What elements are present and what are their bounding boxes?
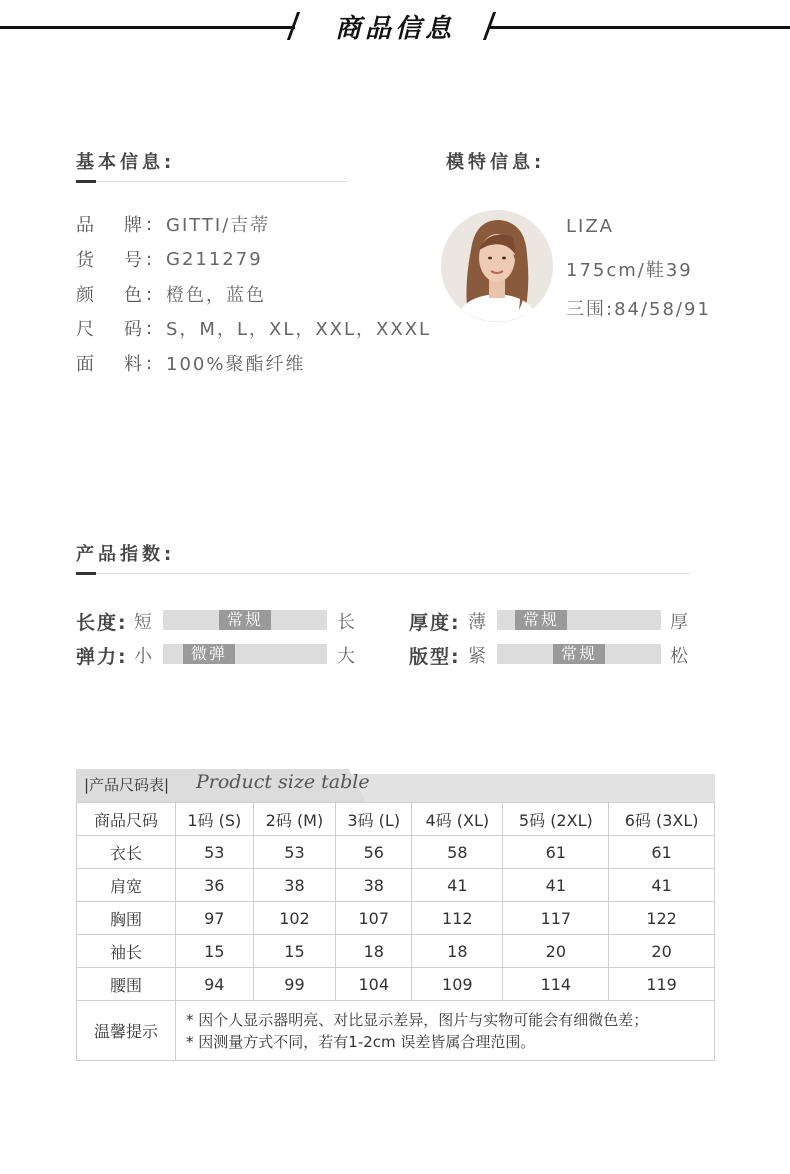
- index-high-label: 长: [337, 612, 355, 633]
- table-cell: 112: [412, 902, 503, 935]
- basic-info-value: GITTI/吉蒂: [166, 215, 271, 236]
- basic-info-label: [76, 315, 146, 341]
- index-low-label: 短: [134, 612, 152, 633]
- size-table-title-en: Product size table: [196, 771, 370, 793]
- table-cell: 102: [253, 902, 336, 935]
- index-scale-marker: 常规: [219, 610, 271, 630]
- note-text: [176, 1001, 715, 1061]
- basic-info-row: [76, 279, 266, 309]
- index-scale-bar: [497, 610, 661, 630]
- table-header-cell: 2码 (M): [253, 803, 336, 836]
- table-row-label: 肩宽: [77, 869, 176, 902]
- table-cell: 122: [609, 902, 715, 935]
- basic-info-label: [76, 350, 146, 376]
- product-index-underline: [76, 573, 690, 574]
- table-cell: 53: [253, 836, 336, 869]
- basic-info-label: [76, 246, 146, 272]
- basic-info-mark: [76, 180, 96, 183]
- table-header-cell: 1码 (S): [176, 803, 254, 836]
- table-header-cell: 4码 (XL): [412, 803, 503, 836]
- index-low-label: 小: [134, 646, 152, 667]
- basic-info-value: G211279: [166, 248, 263, 270]
- basic-info-label: [76, 281, 146, 307]
- size-table-title-cn: |产品尺码表|: [84, 776, 170, 794]
- table-row-label: 腰围: [77, 968, 176, 1001]
- label-char: 尺: [76, 319, 94, 340]
- label-colon: :: [146, 317, 153, 339]
- basic-info-label: [76, 211, 146, 237]
- table-cell: 99: [253, 968, 336, 1001]
- table-header-cell: 商品尺码: [77, 803, 176, 836]
- model-height-shoe: 175cm/鞋39: [566, 260, 693, 281]
- index-scale-marker: 微弹: [183, 644, 235, 664]
- index-scale-bar: [497, 644, 661, 664]
- table-row: [77, 968, 715, 1001]
- index-high-label: 松: [670, 646, 688, 667]
- note-line: * 因测量方式不同，若有1-2cm 误差皆属合理范围。: [186, 1032, 536, 1051]
- index-label: 弹力:: [76, 646, 128, 668]
- table-row: [77, 902, 715, 935]
- table-row-label: 胸围: [77, 902, 176, 935]
- table-cell: 18: [412, 935, 503, 968]
- index-low-label: 紧: [468, 646, 486, 667]
- table-row: [77, 869, 715, 902]
- table-cell: 61: [503, 836, 609, 869]
- product-index-mark: [76, 572, 96, 575]
- label-char: 牌: [124, 215, 142, 236]
- table-header-cell: 5码 (2XL): [503, 803, 609, 836]
- table-cell: 109: [412, 968, 503, 1001]
- table-header-row: [77, 803, 715, 836]
- table-cell: 41: [503, 869, 609, 902]
- table-cell: 58: [412, 836, 503, 869]
- label-colon: :: [146, 283, 153, 305]
- table-header-cell: 6码 (3XL): [609, 803, 715, 836]
- page-title: 商品信息: [334, 14, 455, 44]
- note-line: * 因个人显示器明亮、对比显示差异，图片与实物可能会有细微色差；: [186, 1010, 649, 1029]
- table-cell: 114: [503, 968, 609, 1001]
- table-row: [77, 935, 715, 968]
- label-char: 颜: [76, 285, 94, 306]
- table-cell: 107: [336, 902, 412, 935]
- table-cell: 41: [412, 869, 503, 902]
- table-cell: 61: [609, 836, 715, 869]
- label-colon: :: [146, 213, 153, 235]
- index-label: 版型:: [409, 646, 461, 668]
- product-index-title: 产品指数:: [76, 544, 176, 565]
- header-rule-right: [490, 26, 790, 29]
- size-table: [76, 802, 715, 1061]
- table-cell: 97: [176, 902, 254, 935]
- model-portrait-icon: [441, 210, 553, 322]
- label-char: 品: [76, 215, 94, 236]
- basic-info-underline: [76, 181, 348, 182]
- note-label: 温馨提示: [77, 1001, 176, 1061]
- model-measurements: 三围:84/58/91: [566, 299, 711, 320]
- table-cell: 56: [336, 836, 412, 869]
- table-note-row: [77, 1001, 715, 1061]
- table-cell: 18: [336, 935, 412, 968]
- index-scale-marker: 常规: [553, 644, 605, 664]
- table-cell: 119: [609, 968, 715, 1001]
- table-cell: 20: [503, 935, 609, 968]
- table-cell: 53: [176, 836, 254, 869]
- label-char: 货: [76, 250, 94, 271]
- index-label: 厚度:: [409, 612, 461, 634]
- label-colon: :: [146, 352, 153, 374]
- label-char: 码: [124, 319, 142, 340]
- index-high-label: 大: [337, 646, 355, 667]
- index-high-label: 厚: [670, 612, 688, 633]
- header-rule-left: [0, 26, 295, 29]
- basic-info-value: S，M，L，XL，XXL，XXXL: [166, 319, 432, 340]
- basic-info-row: [76, 348, 305, 378]
- label-char: 色: [124, 285, 142, 306]
- table-cell: 38: [253, 869, 336, 902]
- basic-info-title: 基本信息:: [76, 152, 176, 173]
- basic-info-value: 100%聚酯纤维: [166, 354, 306, 375]
- table-row-label: 袖长: [77, 935, 176, 968]
- label-char: 面: [76, 354, 94, 375]
- index-scale-bar: [163, 610, 327, 630]
- index-scale-bar: [163, 644, 327, 664]
- table-cell: 94: [176, 968, 254, 1001]
- table-cell: 38: [336, 869, 412, 902]
- basic-info-row: [76, 313, 431, 343]
- basic-info-row: [76, 244, 263, 274]
- table-row: [77, 836, 715, 869]
- model-name: LIZA: [566, 216, 614, 237]
- table-cell: 20: [609, 935, 715, 968]
- index-low-label: 薄: [468, 612, 486, 633]
- table-cell: 104: [336, 968, 412, 1001]
- table-header-cell: 3码 (L): [336, 803, 412, 836]
- model-info-title: 模特信息:: [446, 152, 546, 173]
- table-cell: 15: [253, 935, 336, 968]
- model-avatar: [441, 210, 553, 322]
- label-char: 料: [124, 354, 142, 375]
- basic-info-row: [76, 209, 270, 239]
- index-scale-marker: 常规: [515, 610, 567, 630]
- table-cell: 117: [503, 902, 609, 935]
- label-colon: :: [146, 248, 153, 270]
- index-label: 长度:: [76, 612, 128, 634]
- table-cell: 36: [176, 869, 254, 902]
- table-row-label: 衣长: [77, 836, 176, 869]
- label-char: 号: [124, 250, 142, 271]
- table-cell: 41: [609, 869, 715, 902]
- basic-info-value: 橙色，蓝色: [166, 285, 266, 306]
- table-cell: 15: [176, 935, 254, 968]
